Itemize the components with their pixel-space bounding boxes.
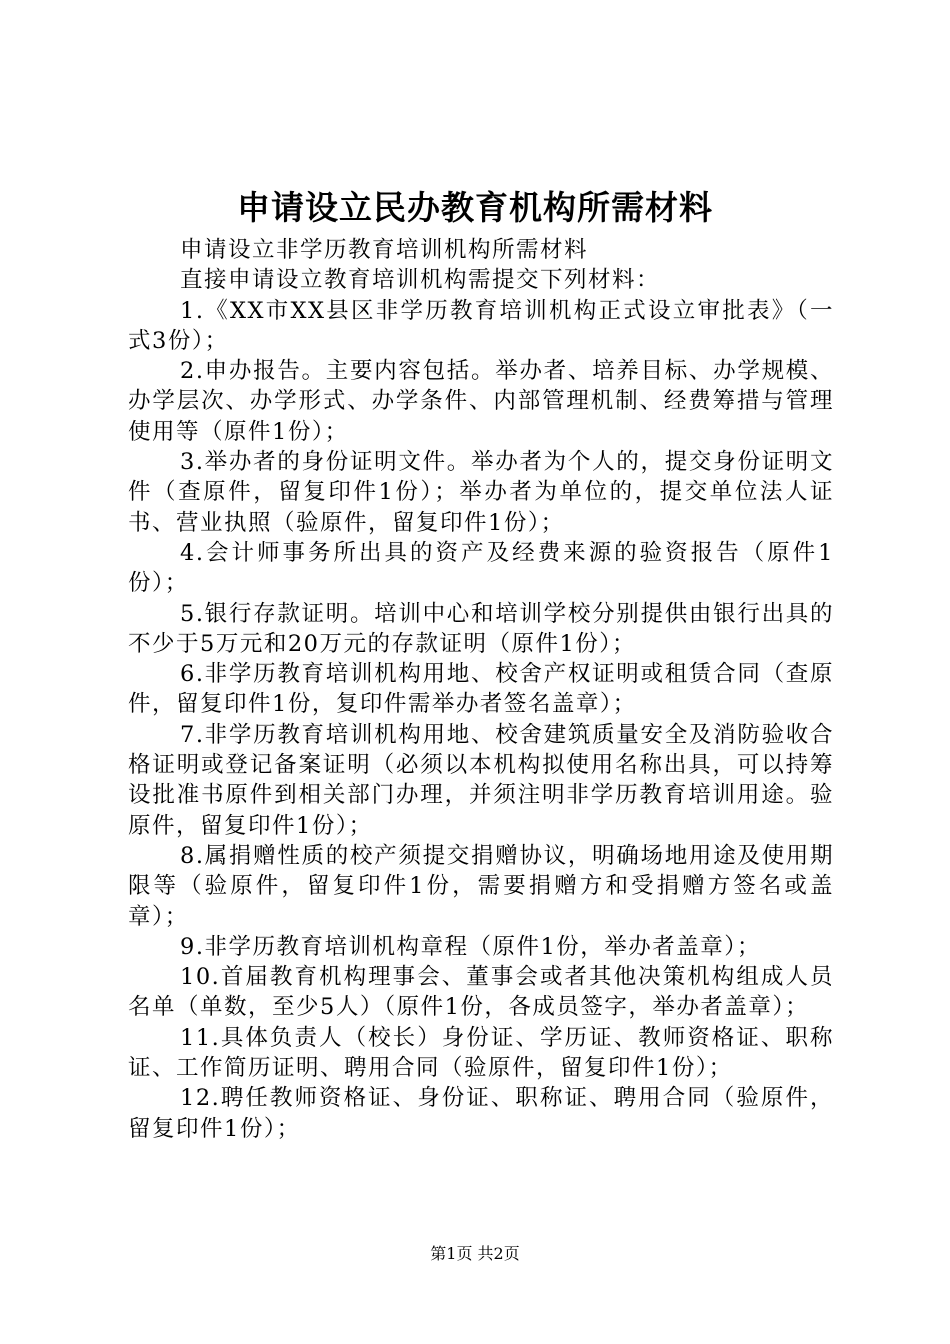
document-title: 申请设立民办教育机构所需材料 [237, 188, 713, 227]
list-item: 10.首届教育机构理事会、董事会或者其他决策机构组成人员名单（单数，至少5人）（原件1份，各成员签字，举办者盖章）； [128, 964, 834, 1021]
list-item: 2.申办报告。主要内容包括。举办者、培养目标、办学规模、办学层次、办学形式、办学条件、内部管理机制、经费筹措与管理使用等（原件1份）； [128, 358, 834, 445]
list-item: 5.银行存款证明。培训中心和培训学校分别提供由银行出具的不少于5万元和20万元的存款证明（原件1份）； [128, 600, 834, 657]
document-body [128, 235, 834, 1144]
paragraph: 申请设立非学历教育培训机构所需材料 [180, 237, 589, 263]
list-item: 1.《XX市XX县区非学历教育培训机构正式设立审批表》（一式3份）； [128, 297, 834, 354]
list-item: 11.具体负责人（校长）身份证、学历证、教师资格证、职称证、工作简历证明、聘用合同（验原件，留复印件1份）； [128, 1024, 834, 1082]
paragraph: 直接申请设立教育培训机构需提交下列材料： [180, 267, 661, 294]
list-item: 6.非学历教育培训机构用地、校舍产权证明或租赁合同（查原件，留复印件1份，复印件需举办者签名盖章）； [128, 661, 834, 718]
list-item: 7.非学历教育培训机构用地、校舍建筑质量安全及消防验收合格证明或登记备案证明（必须以本机构拟使用名称出具，可以持筹设批准书原件到相关部门办理，并须注明非学历教育培训用途。验原件，留复印件1份）； [128, 721, 834, 839]
list-item: 4.会计师事务所出具的资产及经费来源的验资报告（原件1份）； [128, 539, 834, 597]
list-item: 9.非学历教育培训机构章程（原件1份，举办者盖章）； [180, 933, 762, 960]
list-item: 3.举办者的身份证明文件。举办者为个人的，提交身份证明文件（查原件，留复印件1份）；举办者为单位的，提交单位法人证书、营业执照（验原件，留复印件1份）； [128, 449, 834, 536]
list-item: 12.聘任教师资格证、身份证、职称证、聘用合同（验原件，留复印件1份）； [128, 1085, 834, 1142]
list-item: 8.属捐赠性质的校产须提交捐赠协议，明确场地用途及使用期限等（验原件，留复印件1份，需要捐赠方和受捐赠方签名或盖章）； [128, 842, 834, 930]
page-footer: 第1页 共2页 [430, 1244, 520, 1263]
